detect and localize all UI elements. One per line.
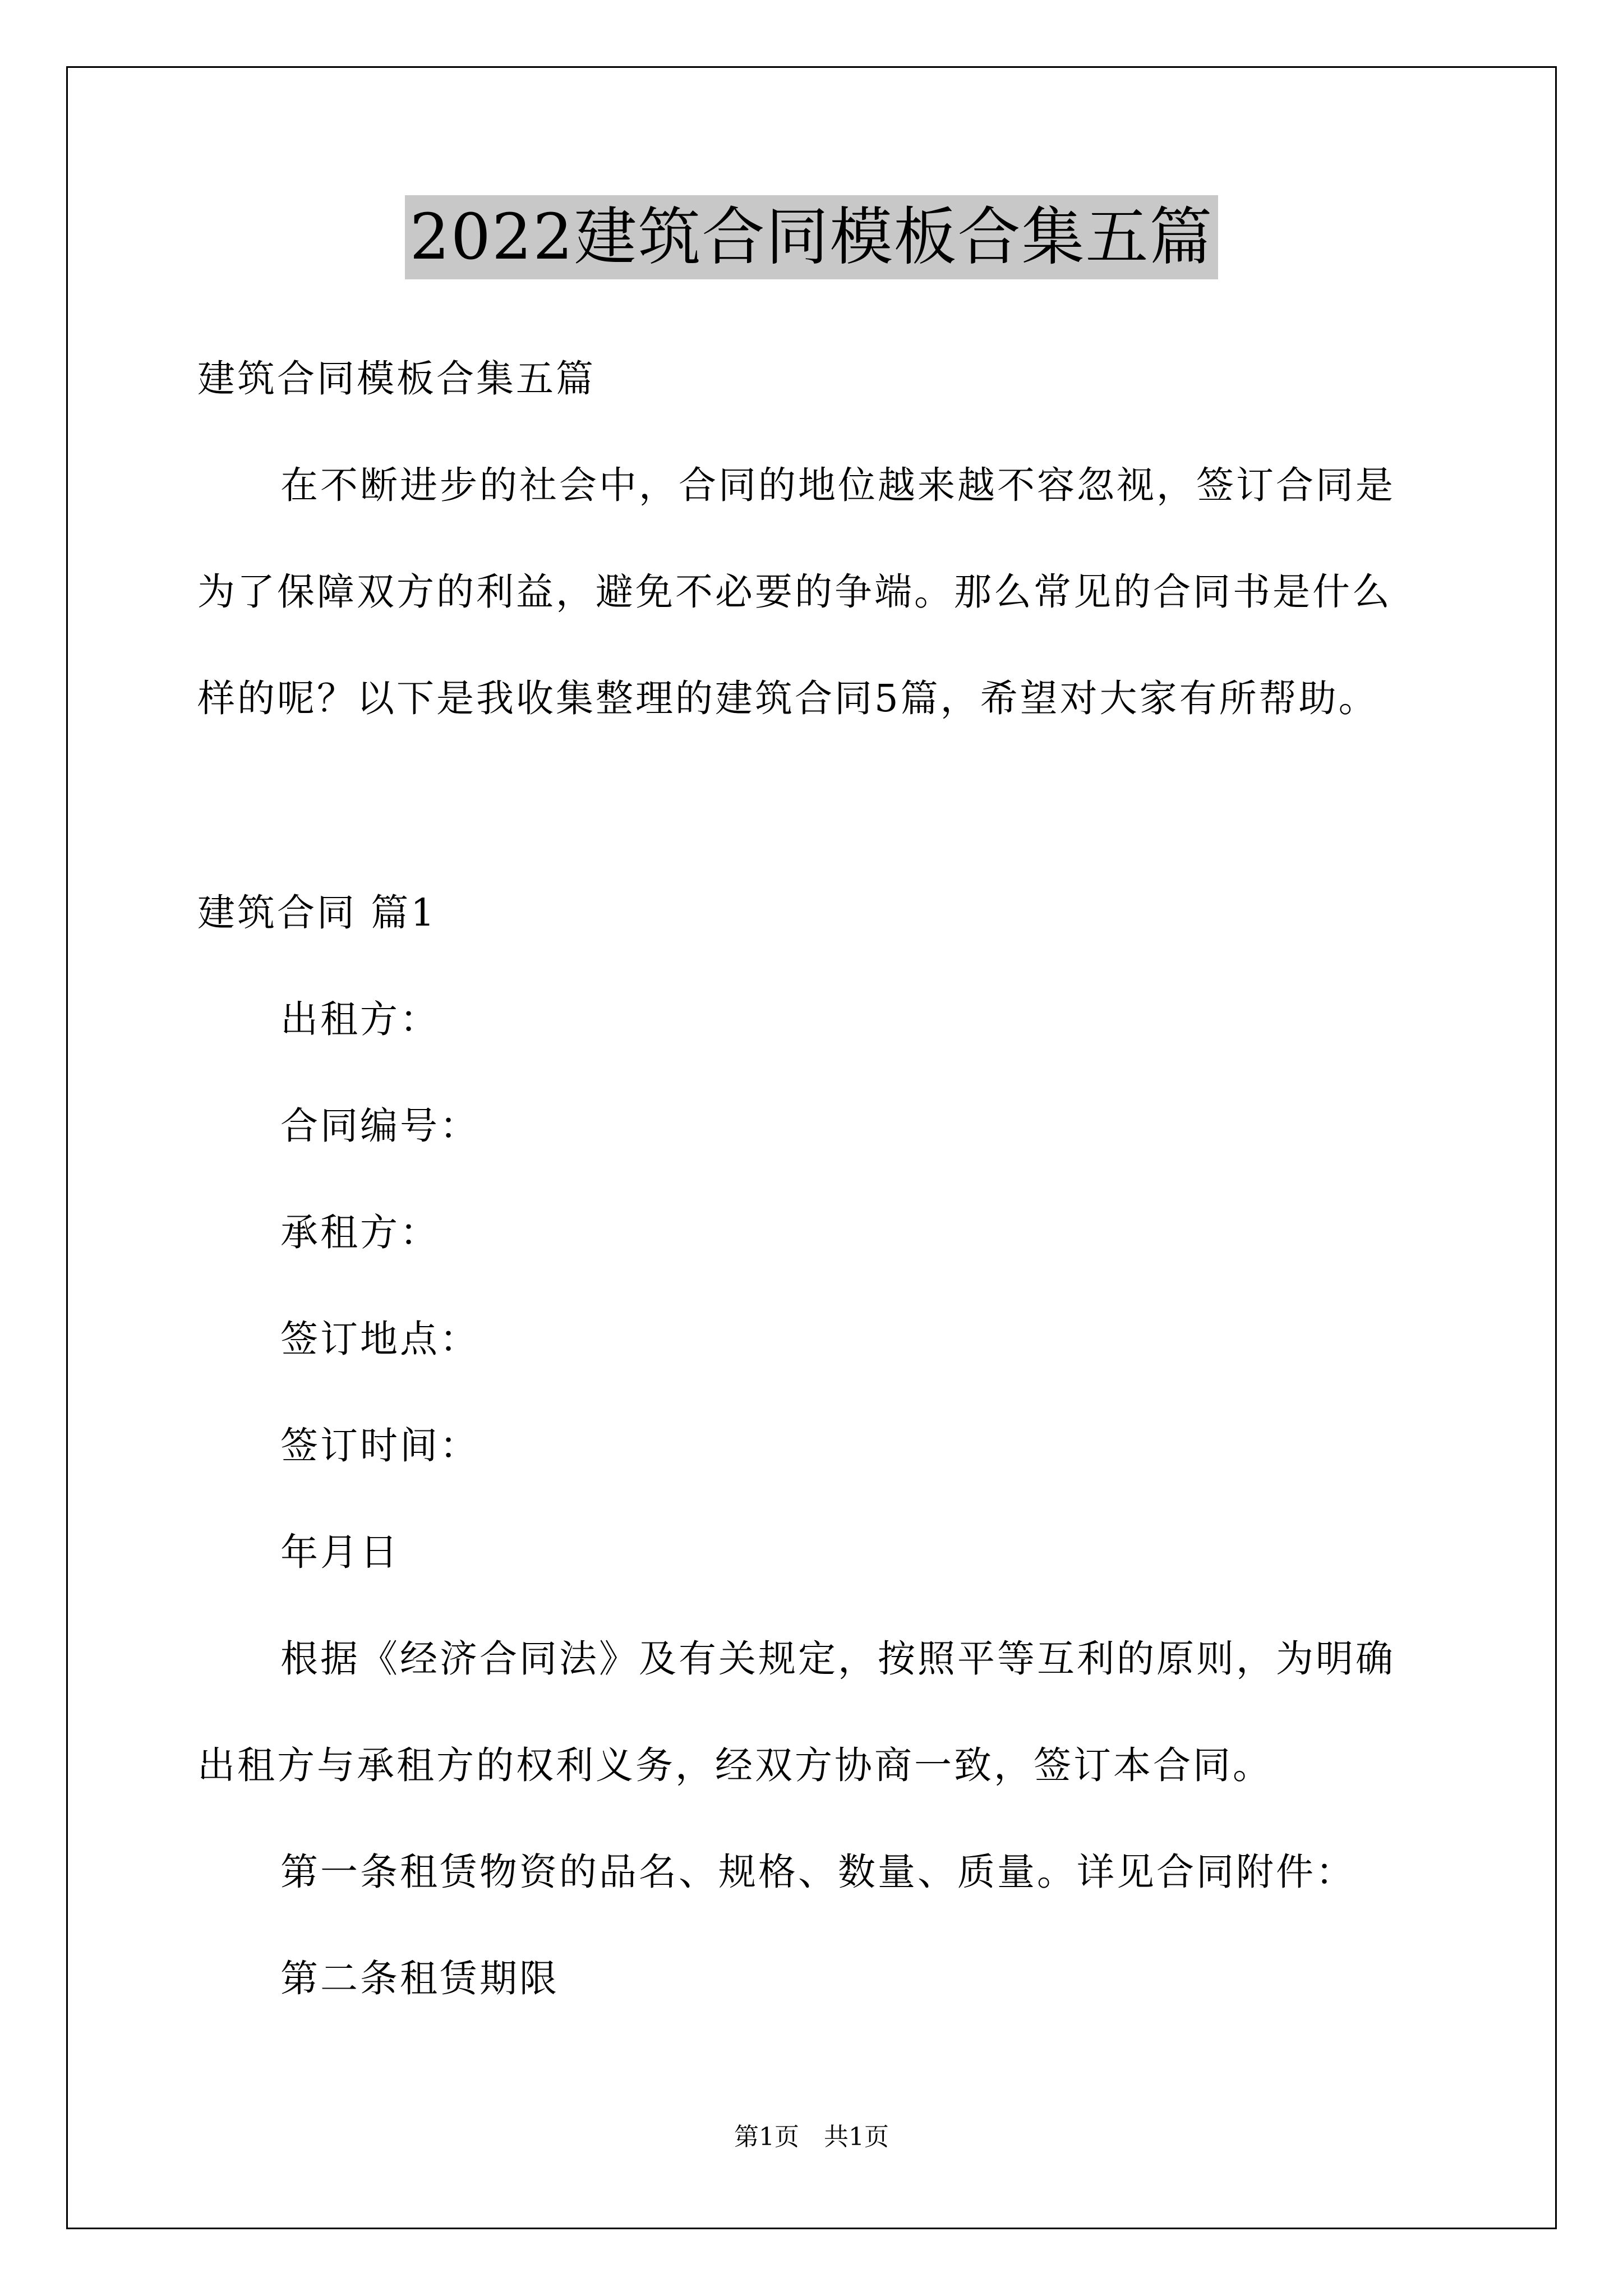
subtitle: 建筑合同模板合集五篇 (197, 357, 596, 401)
document-title: 2022建筑合同模板合集五篇 (405, 195, 1218, 279)
article-1: 第一条租赁物资的品名、规格、数量、质量。详见合同附件： (280, 1850, 1355, 1894)
field-contract-number: 合同编号： (280, 1104, 479, 1148)
field-date: 年月日 (280, 1530, 400, 1574)
intro-line-2: 为了保障双方的利益，避免不必要的争端。那么常见的合同书是什么 (197, 570, 1392, 614)
field-lessor: 出租方： (280, 997, 440, 1041)
paragraph-line-2: 出租方与承租方的权利义务，经双方协商一致，签订本合同。 (197, 1743, 1272, 1787)
intro-line-1: 在不断进步的社会中，合同的地位越来越不容忽视，签订合同是 (280, 463, 1395, 507)
field-signing-place: 签订地点： (280, 1317, 479, 1361)
field-lessee: 承租方： (280, 1211, 440, 1254)
intro-line-3: 样的呢？以下是我收集整理的建筑合同5篇，希望对大家有所帮助。 (197, 677, 1378, 720)
title-container (0, 195, 1623, 279)
section-heading: 建筑合同 篇1 (197, 891, 437, 935)
article-2: 第二条租赁期限 (280, 1957, 559, 2000)
page-footer: 第1页 共1页 (734, 2123, 889, 2151)
paragraph-line-1: 根据《经济合同法》及有关规定，按照平等互利的原则，为明确 (280, 1637, 1395, 1681)
field-signing-time: 签订时间： (280, 1424, 479, 1467)
